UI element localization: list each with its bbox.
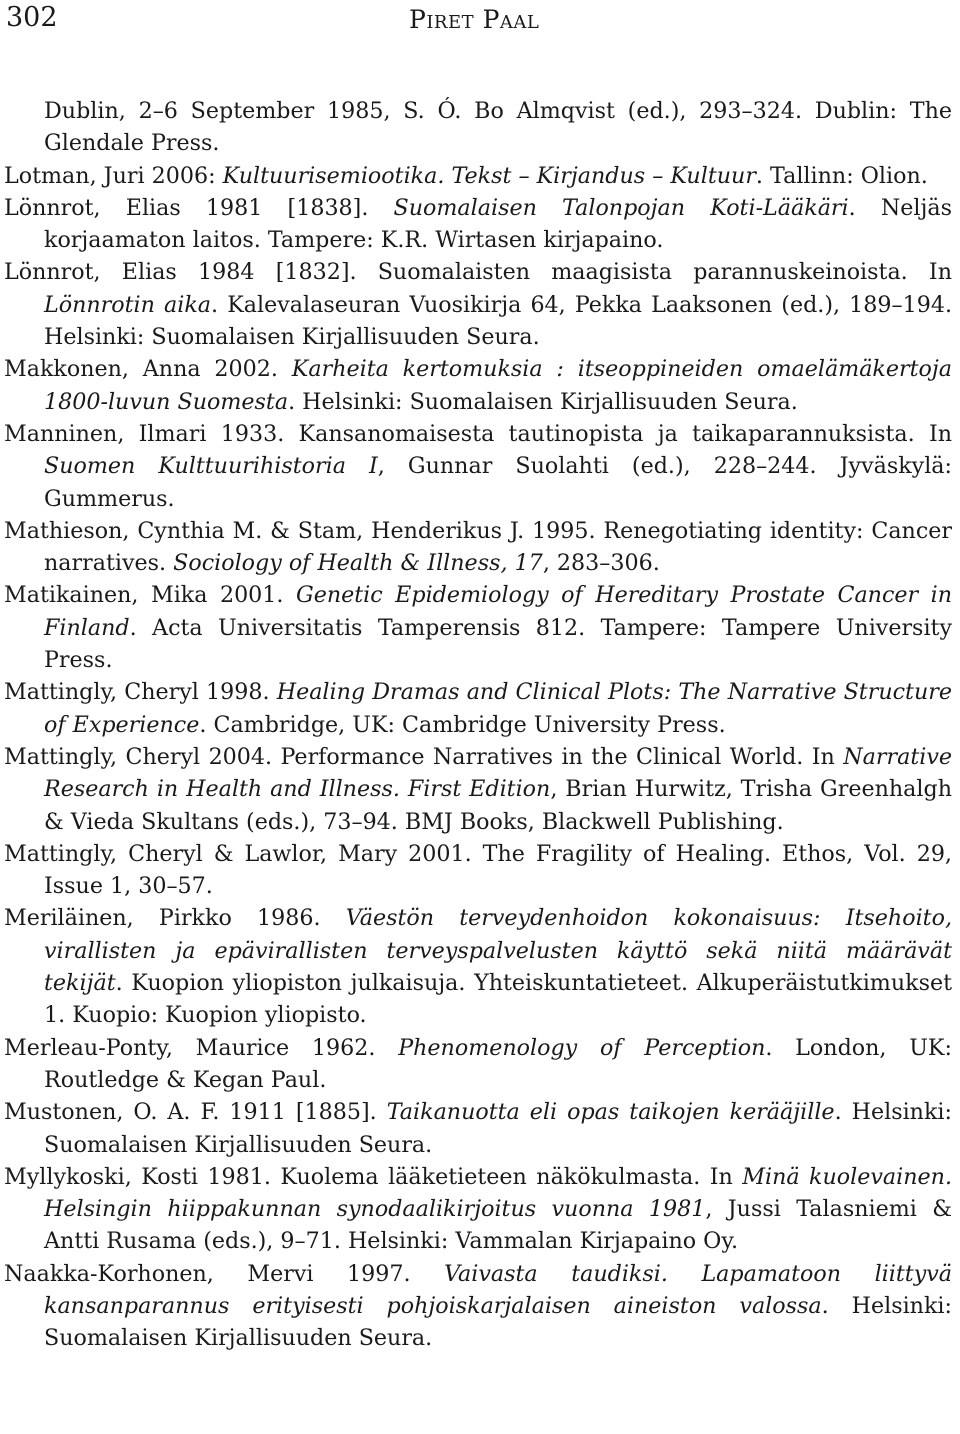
- reference-entry: [4, 1096, 952, 1161]
- reference-entry: [4, 160, 952, 192]
- reference-title-italic: Vaivasta taudiksi. Lapamatoon liittyvä kansanparannus erityisesti pohjoiskarjalaisen aineiston valossa: [44, 1260, 952, 1319]
- reference-entry: [4, 256, 952, 353]
- reference-entry: [4, 902, 952, 1031]
- page-number: 302: [6, 2, 58, 33]
- reference-title-italic: Taikanuotta eli opas taikojen kerääjille: [386, 1099, 835, 1126]
- running-head: [4, 0, 952, 40]
- reference-title-italic: Karheita kertomuksia : itseoppineiden omaelämäkertoja 1800-luvun Suomesta: [44, 356, 952, 415]
- reference-title-italic: Lönnrotin aika: [44, 291, 212, 318]
- reference-text: Dublin, 2–6 September 1985, S. Ó. Bo Almqvist (ed.), 293–324. Dublin: The Glendale Press.: [44, 98, 952, 157]
- reference-text: Naakka-Korhonen, Mervi 1997.: [4, 1260, 445, 1287]
- reference-entry: [4, 1161, 952, 1258]
- reference-title-italic: Phenomenology of Perception: [398, 1034, 766, 1061]
- reference-entry: [4, 1258, 952, 1355]
- reference-title-italic: Kultuurisemiootika. Tekst – Kirjandus – Kultuur: [222, 162, 756, 189]
- reference-text: , 283–306.: [542, 550, 660, 577]
- reference-title-italic: Suomalaisen Talonpojan Koti-Lääkäri: [393, 194, 849, 221]
- reference-title-italic: Minä kuolevainen. Helsingin hiippakunnan synodaalikirjoitus vuonna 1981: [44, 1163, 952, 1223]
- reference-title-italic: Narrative Research in Health and Illness. First Edition: [44, 743, 952, 803]
- reference-text: . Cambridge, UK: Cambridge University Press.: [199, 711, 726, 738]
- reference-text: . Kalevalaseuran Vuosikirja 64, Pekka Laaksonen (ed.), 189–194. Helsinki: Suomalaisen Kirjallisuuden Seura.: [44, 291, 952, 351]
- reference-text: , Gunnar Suolahti (ed.), 228–244. Jyväskylä: Gummerus.: [44, 453, 952, 512]
- reference-title-italic: Healing Dramas and Clinical Plots: The Narrative Structure of Experience: [44, 679, 952, 738]
- reference-text: Makkonen, Anna 2002.: [4, 356, 292, 383]
- reference-text: , Jussi Talasniemi & Antti Rusama (eds.), 9–71. Helsinki: Vammalan Kirjapaino Oy.: [44, 1196, 952, 1255]
- reference-text: Mattingly, Cheryl 2004. Performance Narratives in the Clinical World. In: [4, 743, 844, 770]
- reference-title-italic: Sociology of Health & Illness, 17: [173, 550, 543, 577]
- reference-text: . Neljäs korjaamaton laitos. Tampere: K.R. Wirtasen kirjapaino.: [44, 194, 952, 254]
- reference-text: . Tallinn: Olion.: [755, 162, 928, 189]
- reference-text: Meriläinen, Pirkko 1986.: [4, 905, 346, 932]
- reference-text: Manninen, Ilmari 1933. Kansanomaisesta tautinopista ja taikaparannuksista. In: [4, 420, 952, 447]
- reference-entry: [4, 418, 952, 515]
- reference-continuation: [4, 95, 952, 160]
- reference-text: Matikainen, Mika 2001.: [4, 582, 296, 609]
- running-head-author: Piret Paal: [409, 5, 540, 34]
- reference-text: . Helsinki: Suomalaisen Kirjallisuuden Seura.: [44, 1099, 952, 1158]
- reference-text: Mathieson, Cynthia M. & Stam, Henderikus J. 1995. Renegotiating identity: Cancer narratives.: [4, 517, 952, 577]
- reference-list: [4, 95, 952, 1355]
- reference-entry: [4, 353, 952, 418]
- reference-entry: [4, 741, 952, 838]
- reference-entry: [4, 192, 952, 257]
- reference-entry: [4, 515, 952, 580]
- reference-text: Lönnrot, Elias 1981 [1838].: [4, 194, 394, 221]
- reference-text: . Helsinki: Suomalaisen Kirjallisuuden Seura.: [44, 1292, 952, 1352]
- reference-text: . Helsinki: Suomalaisen Kirjallisuuden Seura.: [288, 388, 798, 415]
- reference-text: Myllykoski, Kosti 1981. Kuolema lääketieteen näkökulmasta. In: [4, 1163, 743, 1190]
- reference-text: Merleau-Ponty, Maurice 1962.: [4, 1034, 399, 1061]
- reference-text: Mustonen, O. A. F. 1911 [1885].: [4, 1099, 387, 1126]
- reference-entry: [4, 676, 952, 741]
- reference-entry: [4, 579, 952, 676]
- reference-text: Mattingly, Cheryl 1998.: [4, 679, 277, 706]
- reference-text: , Brian Hurwitz, Trisha Greenhalgh & Vieda Skultans (eds.), 73–94. BMJ Books, Blackwell Publishing.: [44, 776, 952, 835]
- reference-text: Lönnrot, Elias 1984 [1832]. Suomalaisten maagisista parannuskeinoista. In: [4, 259, 952, 286]
- reference-entry: [4, 838, 952, 903]
- reference-title-italic: Genetic Epidemiology of Hereditary Prostate Cancer in Finland: [44, 582, 953, 641]
- reference-title-italic: Väestön terveydenhoidon kokonaisuus: Itsehoito, virallisten ja epävirallisten terveyspalvelusten käyttö sekä niitä määrävät tekijät: [44, 905, 953, 997]
- reference-text: . Acta Universitatis Tamperensis 812. Tampere: Tampere University Press.: [44, 614, 952, 674]
- reference-title-italic: Suomen Kulttuurihistoria I: [44, 453, 378, 480]
- reference-text: . London, UK: Routledge & Kegan Paul.: [44, 1034, 952, 1093]
- reference-text: Mattingly, Cheryl & Lawlor, Mary 2001. The Fragility of Healing. Ethos, Vol. 29, Issue 1, 30–57.: [4, 840, 952, 900]
- reference-text: Lotman, Juri 2006:: [4, 162, 223, 189]
- reference-text: . Kuopion yliopiston julkaisuja. Yhteiskuntatieteet. Alkuperäistutkimukset 1. Kuopio: Kuopion yliopisto.: [44, 970, 952, 1029]
- reference-entry: [4, 1032, 952, 1097]
